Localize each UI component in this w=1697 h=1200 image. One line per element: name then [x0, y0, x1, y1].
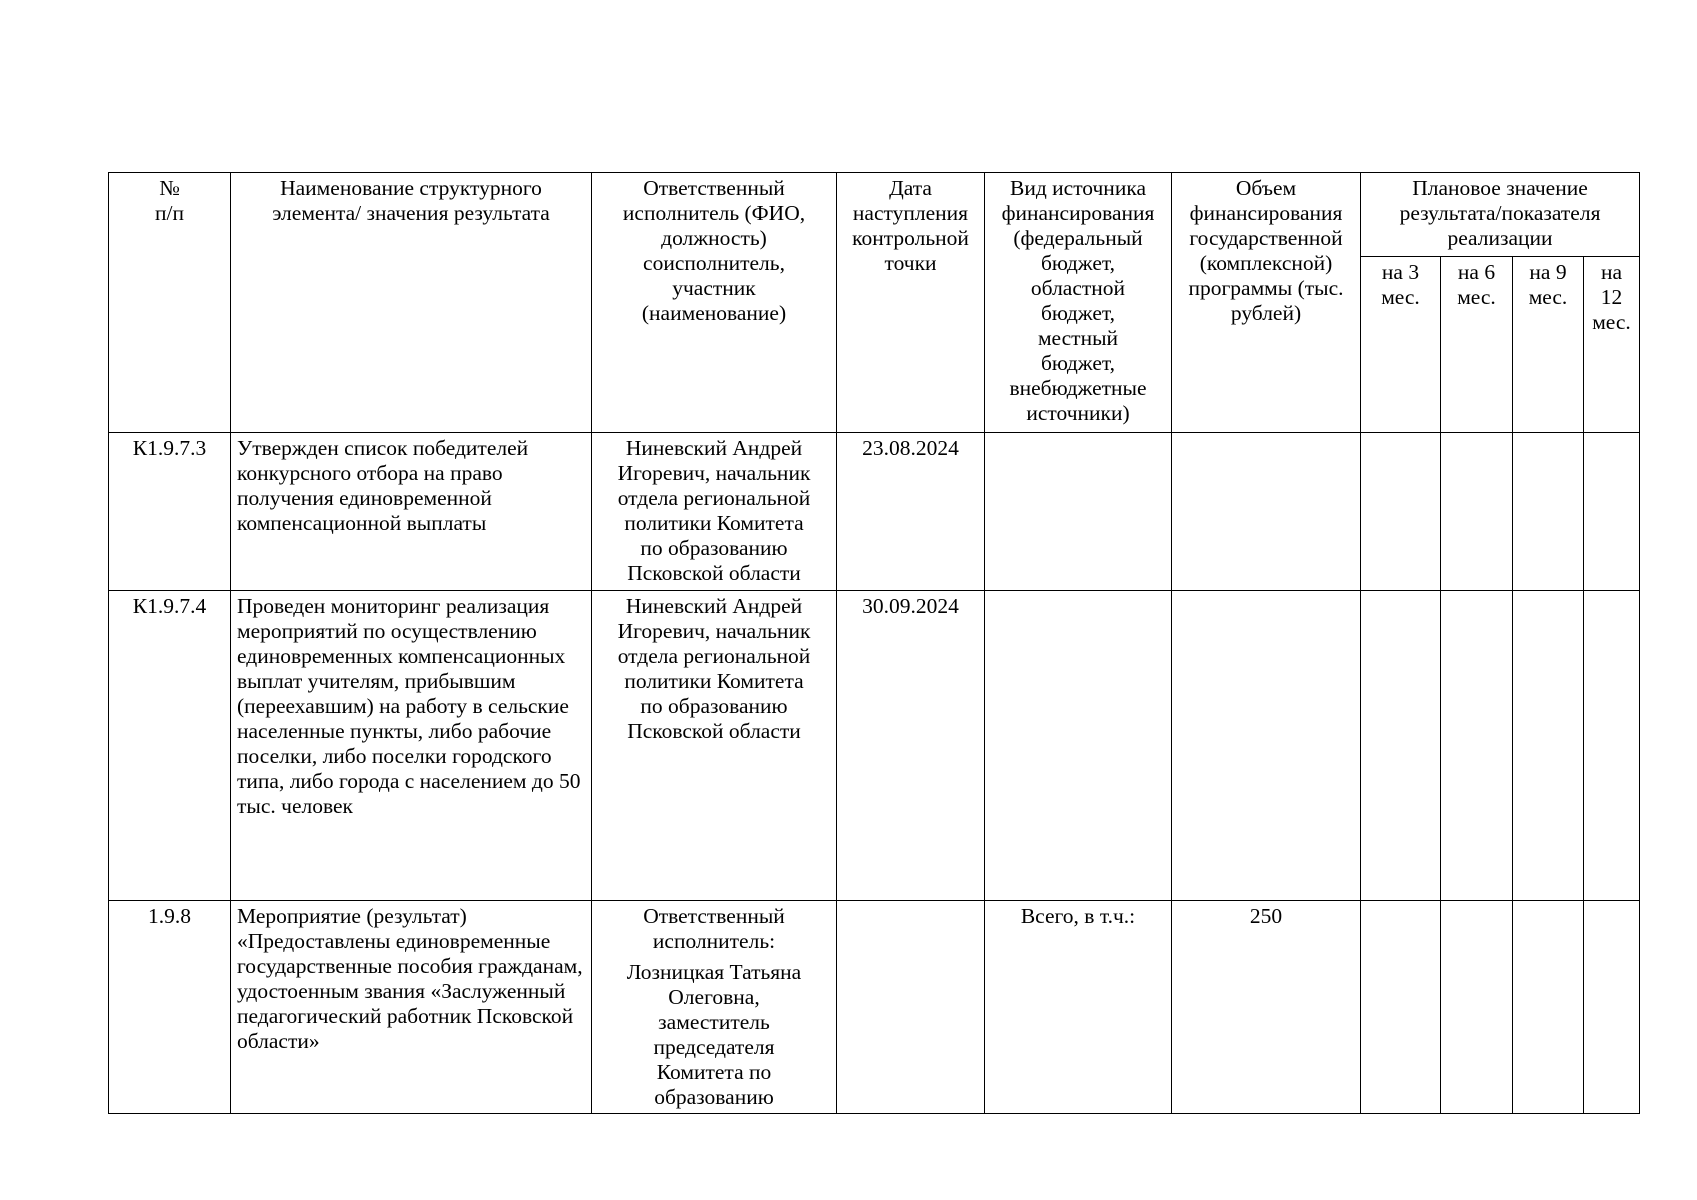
table-row [109, 433, 1640, 591]
row-responsible: Ниневский Андрей Игоревич, начальник отдела региональной политики Комитета по образованию Псковской области [592, 591, 837, 901]
row-responsible: Ниневский Андрей Игоревич, начальник отдела региональной политики Комитета по образованию Псковской области [592, 433, 837, 591]
header-period-9: на 9 мес. [1513, 257, 1584, 433]
header-source: Вид источника финансирования (федеральный бюджет, областной бюджет, местный бюджет, внебюджетные источники) [985, 173, 1172, 433]
row-plan-12 [1584, 901, 1640, 1114]
row-name: Проведен мониторинг реализация мероприятий по осуществлению единовременных компенсационных выплат учителям, прибывшим (переехавшим) на работу в сельские населенные пункты, либо рабочие поселки, либо поселки городского типа, либо города с населением до 50 тыс. человек [231, 591, 592, 901]
row-source [985, 591, 1172, 901]
row-plan-12 [1584, 591, 1640, 901]
row-plan-3 [1361, 591, 1441, 901]
row-name: Мероприятие (результат) «Предоставлены единовременные государственные пособия гражданам, удостоенным звания «Заслуженный педагогический работник Псковской области» [231, 901, 592, 1114]
header-responsible: Ответственный исполнитель (ФИО, должность) соисполнитель, участник (наименование) [592, 173, 837, 433]
row-plan-9 [1513, 433, 1584, 591]
row-volume [1172, 591, 1361, 901]
row-responsible: Ответственный исполнитель: Лозницкая Татьяна Олеговна, заместитель председателя Комитета по образованию [592, 901, 837, 1114]
plan-table [108, 172, 1640, 1114]
header-period-6: на 6 мес. [1441, 257, 1513, 433]
header-period-12: на 12 мес. [1584, 257, 1640, 433]
table-row [109, 591, 1640, 901]
header-name: Наименование структурного элемента/ значения результата [231, 173, 592, 433]
row-volume [1172, 433, 1361, 591]
header-plan: Плановое значение результата/показателя реализации [1361, 173, 1640, 257]
row-plan-12 [1584, 433, 1640, 591]
header-num: № п/п [109, 173, 231, 433]
row-source [985, 433, 1172, 591]
row-volume: 250 [1172, 901, 1361, 1114]
row-num: К1.9.7.4 [109, 591, 231, 901]
row-plan-6 [1441, 901, 1513, 1114]
row-plan-9 [1513, 591, 1584, 901]
row-plan-3 [1361, 433, 1441, 591]
row-plan-6 [1441, 591, 1513, 901]
row-date: 23.08.2024 [837, 433, 985, 591]
header-date: Дата наступления контрольной точки [837, 173, 985, 433]
row-num: К1.9.7.3 [109, 433, 231, 591]
row-name: Утвержден список победителей конкурсного отбора на право получения единовременной компенсационной выплаты [231, 433, 592, 591]
header-row [109, 173, 1640, 257]
row-num: 1.9.8 [109, 901, 231, 1114]
header-volume: Объем финансирования государственной (комплексной) программы (тыс. рублей) [1172, 173, 1361, 433]
row-source: Всего, в т.ч.: [985, 901, 1172, 1114]
row-date: 30.09.2024 [837, 591, 985, 901]
row-plan-6 [1441, 433, 1513, 591]
header-period-3: на 3 мес. [1361, 257, 1441, 433]
row-plan-9 [1513, 901, 1584, 1114]
row-date [837, 901, 985, 1114]
row-plan-3 [1361, 901, 1441, 1114]
table-row [109, 901, 1640, 1114]
